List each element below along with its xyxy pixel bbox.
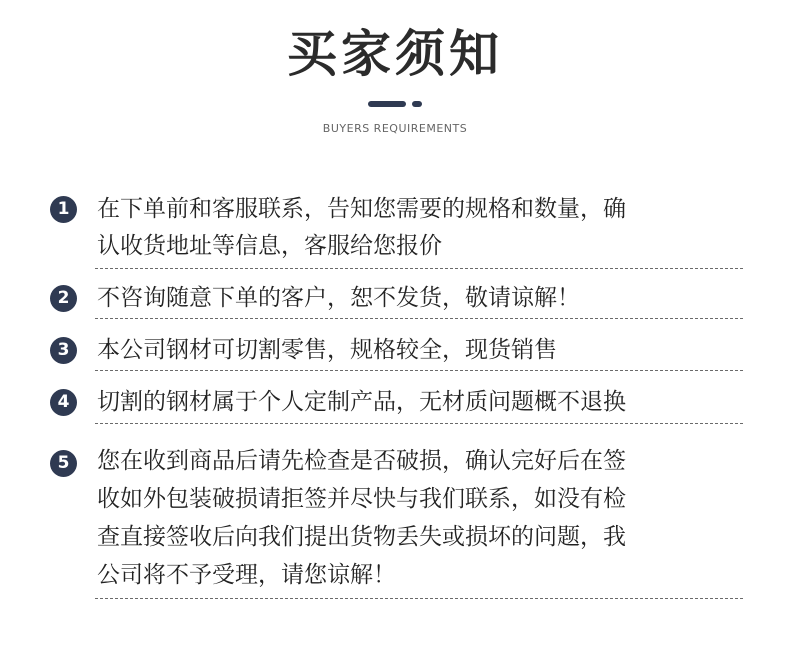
- page-title: 买家须知: [287, 25, 503, 83]
- number-badge: 4: [50, 389, 77, 416]
- dashed-divider: [95, 598, 743, 599]
- dashed-divider: [95, 318, 743, 319]
- title-accent-bar-long: [368, 101, 406, 107]
- notice-text-line: 不咨询随意下单的客户，恕不发货，敬请谅解！: [97, 285, 580, 311]
- number-badge: 3: [50, 337, 77, 364]
- number-badge: 1: [50, 196, 77, 223]
- dashed-divider: [95, 370, 743, 371]
- notice-text-line: 认收货地址等信息，客服给您报价: [97, 233, 442, 259]
- notice-text-line: 切割的钢材属于个人定制产品，无材质问题概不退换: [97, 389, 626, 415]
- page-subtitle: BUYERS REQUIREMENTS: [322, 122, 468, 135]
- notice-text-line: 公司将不予受理，请您谅解！: [97, 562, 396, 588]
- notice-text-line: 本公司钢材可切割零售，规格较全，现货销售: [97, 337, 557, 363]
- notice-text-line: 在下单前和客服联系，告知您需要的规格和数量，确: [97, 196, 626, 222]
- dashed-divider: [95, 268, 743, 269]
- title-accent-bar-short: [412, 101, 422, 107]
- number-badge: 2: [50, 285, 77, 312]
- notice-text-line: 您在收到商品后请先检查是否破损，确认完好后在签: [97, 448, 626, 474]
- notice-text-line: 收如外包装破损请拒签并尽快与我们联系，如没有检: [97, 486, 626, 512]
- notice-text-line: 查直接签收后向我们提出货物丢失或损坏的问题，我: [97, 524, 626, 550]
- number-badge: 5: [50, 450, 77, 477]
- dashed-divider: [95, 423, 743, 424]
